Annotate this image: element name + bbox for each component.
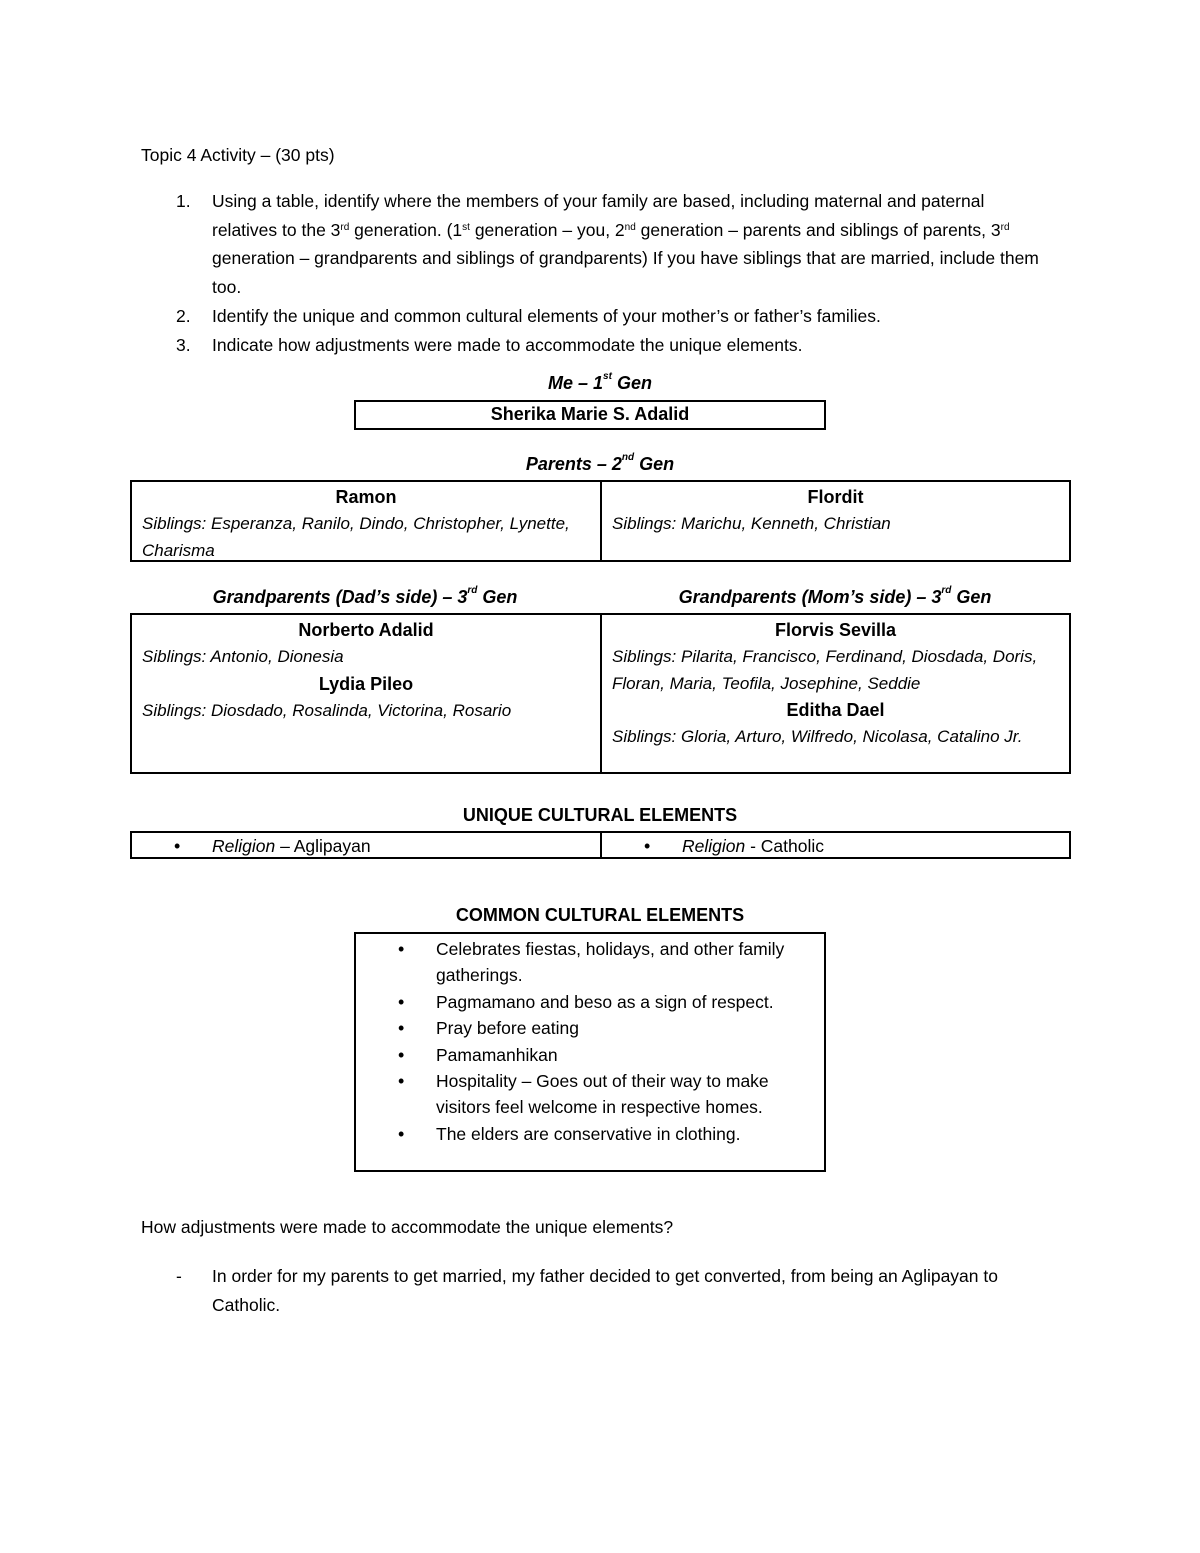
father-name: Ramon xyxy=(335,487,397,507)
grandparent-siblings: Siblings: Antonio, Dionesia xyxy=(142,647,344,666)
grandparent-name: Florvis Sevilla xyxy=(774,620,897,640)
instruction-item: 3. Indicate how adjustments were made to accommodate the unique elements. xyxy=(141,331,1041,360)
mother-name: Flordit xyxy=(807,487,864,507)
answer-item xyxy=(141,1262,1041,1319)
grandparent-siblings: Siblings: Diosdado, Rosalinda, Victorina, Rosario xyxy=(142,700,512,720)
grandparent-siblings: Siblings: Gloria, Arturo, Wilfredo, Nicolasa, Catalino Jr. xyxy=(612,727,1023,746)
list-item: • Religion - Catholic xyxy=(602,833,1069,859)
unique-left-cell xyxy=(132,833,602,857)
list-item: • Pamamanhikan xyxy=(356,1042,824,1068)
instruction-list xyxy=(141,187,1041,359)
instruction-number: 1. xyxy=(176,191,191,211)
gen3-dad-heading: Grandparents (Dad’s side) – 3rd Gen xyxy=(212,585,518,607)
list-item: • Celebrates fiestas, holidays, and other family gatherings. xyxy=(356,936,824,989)
grandparent-name: Norberto Adalid xyxy=(298,620,434,640)
gen3-mom-heading: Grandparents (Mom’s side) – 3rd Gen xyxy=(678,585,992,607)
gen1-table xyxy=(354,400,826,430)
question-text: How adjustments were made to accommodate the unique elements? xyxy=(141,1217,674,1237)
unique-table xyxy=(130,831,1071,859)
list-item: • Pagmamano and beso as a sign of respect. xyxy=(356,989,824,1015)
instruction-item: 2. Identify the unique and common cultural elements of your mother’s or father’s families. xyxy=(141,302,1041,331)
unique-heading: UNIQUE CULTURAL ELEMENTS xyxy=(462,805,738,825)
mom-grandparents-cell xyxy=(602,615,1069,772)
list-item: • The elders are conservative in clothing. xyxy=(356,1121,824,1147)
list-item: • Hospitality – Goes out of their way to make visitors feel welcome in respective homes. xyxy=(356,1068,824,1121)
instruction-number: 2. xyxy=(176,305,191,326)
grandparent-siblings: Siblings: Pilarita, Francisco, Ferdinand, Diosdada, Doris, Floran, Maria, Teofila, Josephine, Seddie xyxy=(612,647,1038,693)
answer-text: In order for my parents to get married, my father decided to get converted, from being an Aglipayan to Catholic. xyxy=(212,1266,998,1315)
instruction-item: 1. Using a table, identify where the members of your family are based, including maternal and paternal relatives to the 3rd generation. (1st generation – you, 2nd generation – parents and siblings of parents, 3rd generation – grandparents and siblings of grandparents) If you have siblings that are married, include them too. xyxy=(141,187,1041,302)
father-cell xyxy=(132,482,602,560)
document-title: Topic 4 Activity – (30 pts) xyxy=(141,145,335,165)
gen3-table xyxy=(130,613,1071,774)
common-heading: COMMON CULTURAL ELEMENTS xyxy=(455,905,745,925)
dash-bullet: - xyxy=(176,1266,182,1286)
mother-siblings: Siblings: Marichu, Kenneth, Christian xyxy=(612,514,891,533)
mother-cell xyxy=(602,482,1069,560)
instruction-number: 3. xyxy=(176,334,191,355)
common-table xyxy=(354,932,826,1172)
gen2-heading: Parents – 2nd Gen xyxy=(525,452,675,474)
list-item: • Pray before eating xyxy=(356,1015,824,1041)
grandparent-name: Editha Dael xyxy=(786,700,885,720)
self-name: Sherika Marie S. Adalid xyxy=(490,404,690,424)
unique-right-cell xyxy=(602,833,1069,857)
gen1-heading: Me – 1st Gen xyxy=(548,371,652,393)
gen2-table xyxy=(130,480,1071,562)
list-item: • Religion – Aglipayan xyxy=(132,833,600,859)
father-siblings: Siblings: Esperanza, Ranilo, Dindo, Christopher, Lynette, Charisma xyxy=(142,514,570,560)
grandparent-name: Lydia Pileo xyxy=(318,673,414,694)
dad-grandparents-cell xyxy=(132,615,602,772)
